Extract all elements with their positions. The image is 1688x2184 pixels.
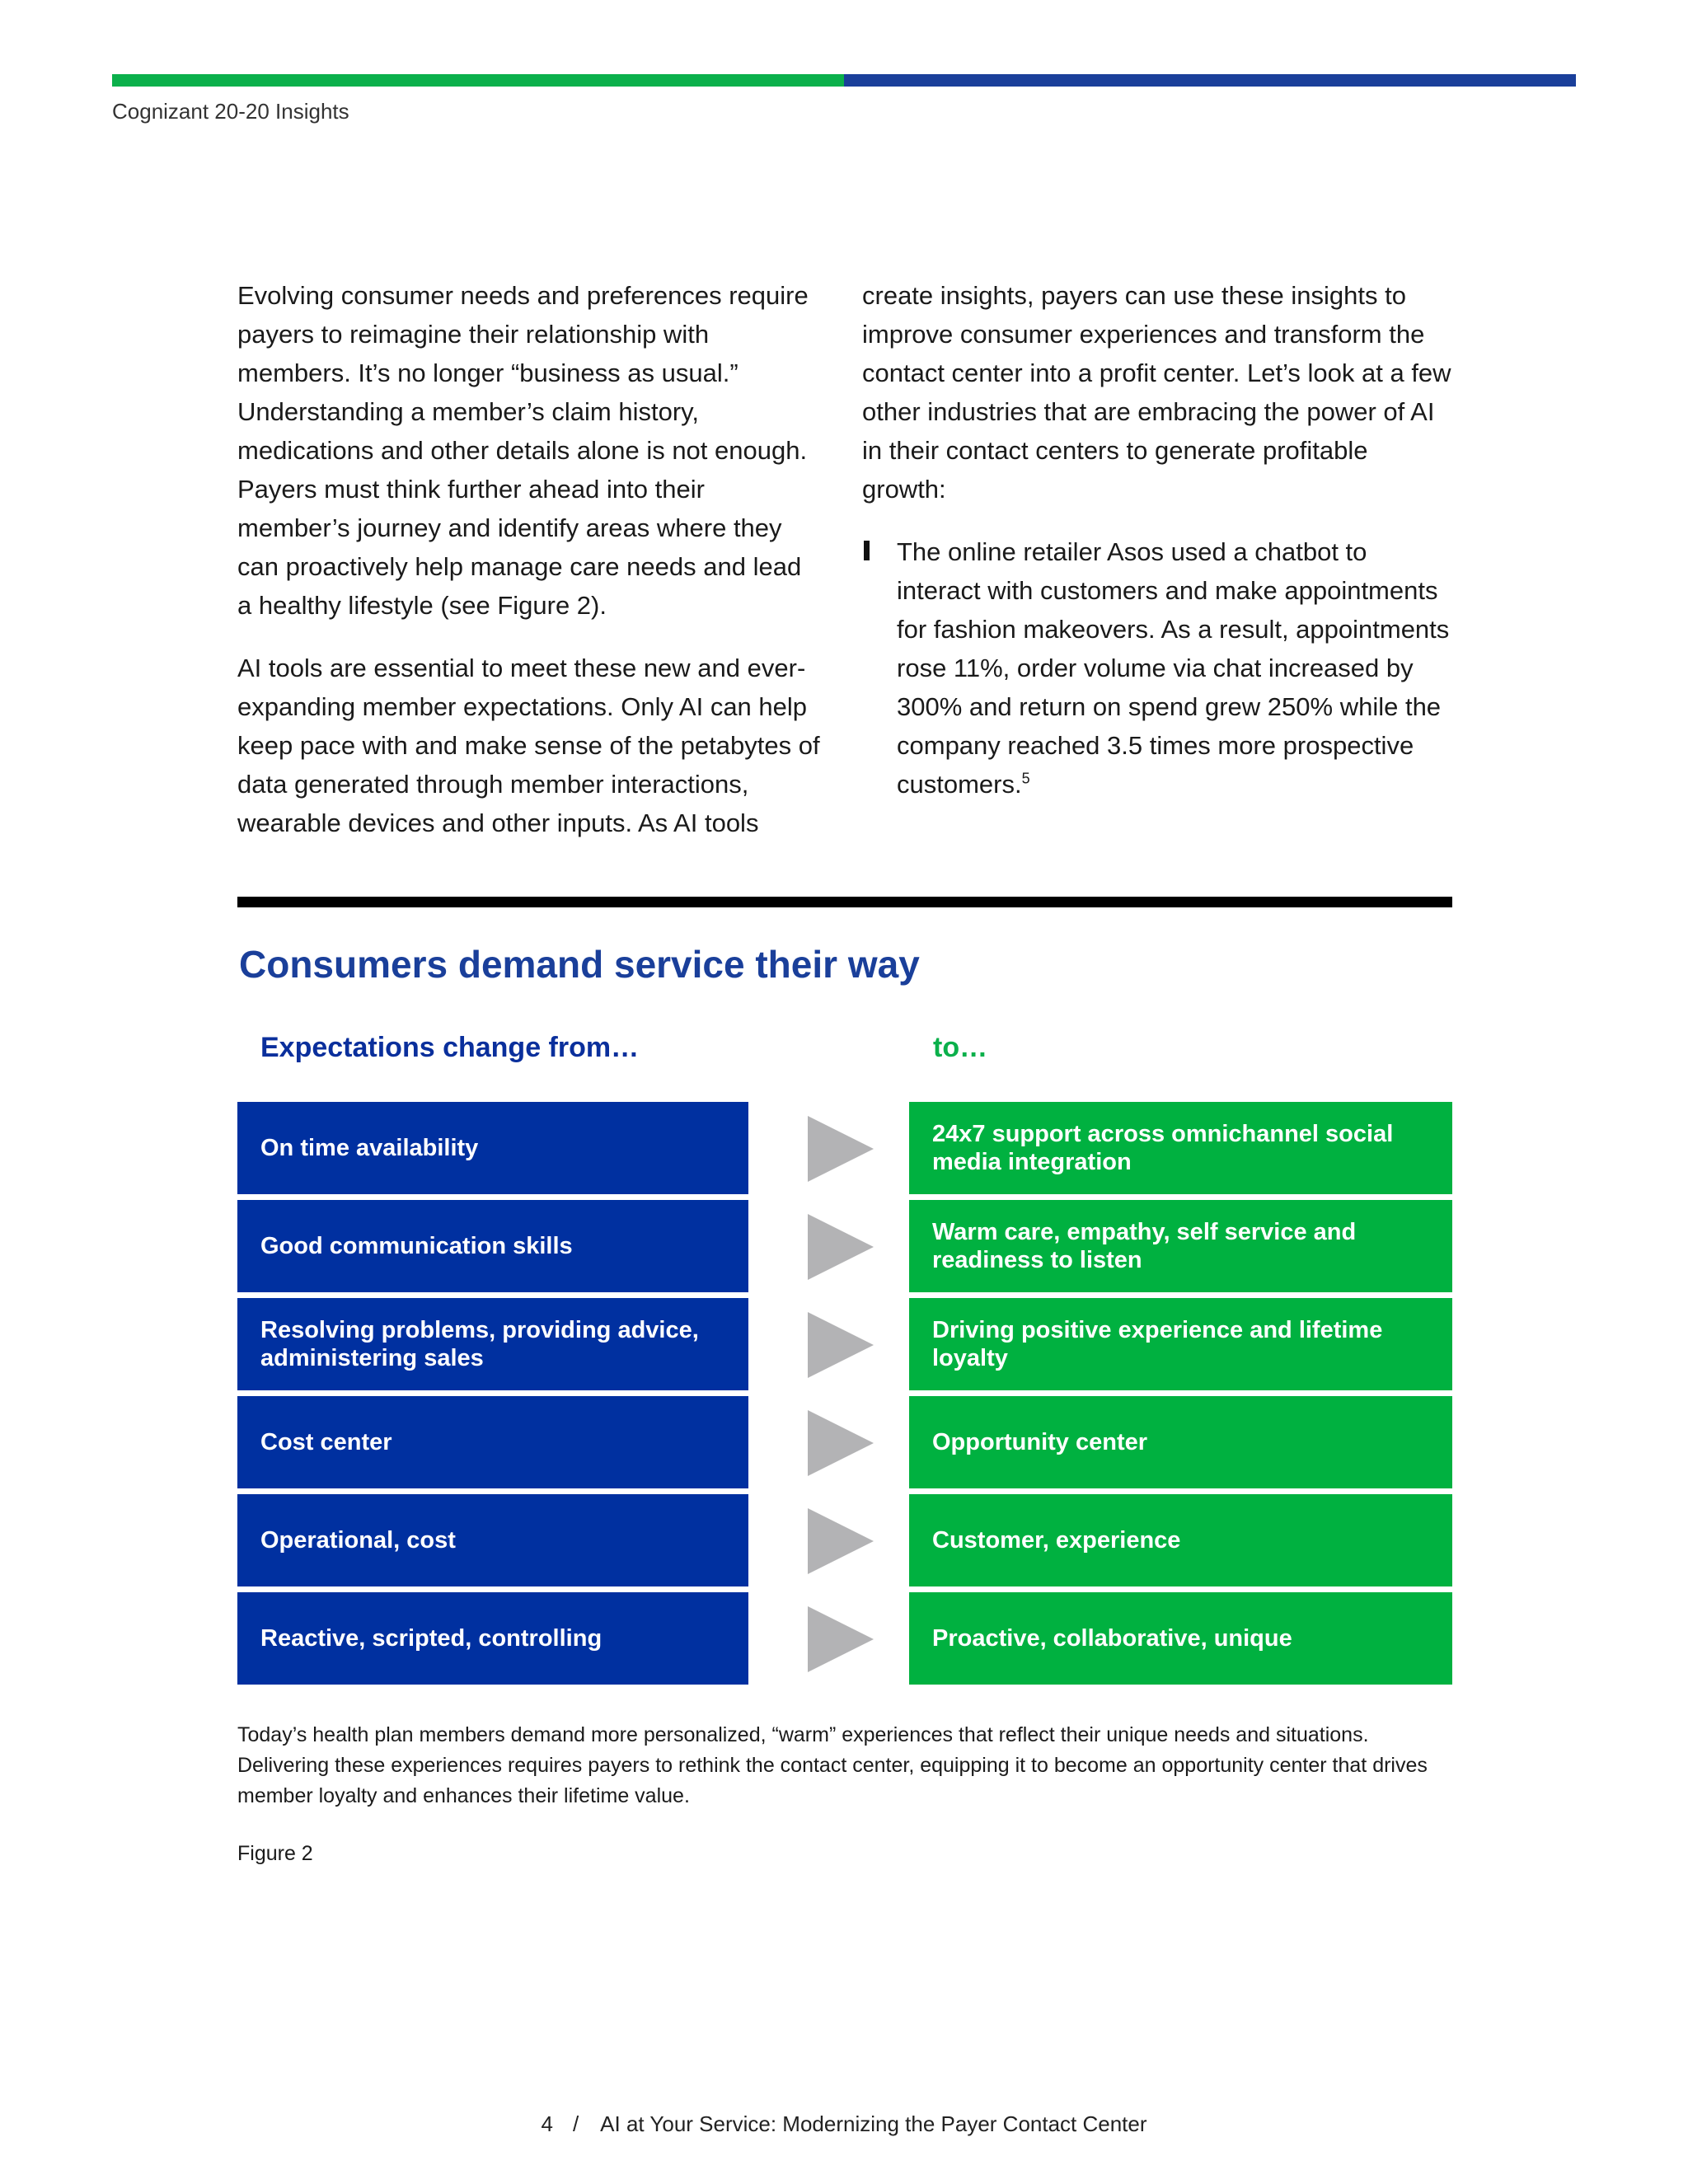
expectation-row (237, 1200, 1452, 1292)
to-cell: Proactive, collaborative, unique (909, 1592, 1452, 1685)
expectation-row (237, 1494, 1452, 1586)
top-accent-bar (112, 74, 1576, 87)
arrow-right-icon (808, 1214, 874, 1280)
page-footer (0, 2111, 1688, 2137)
top-accent-green (112, 74, 844, 87)
running-head: Cognizant 20-20 Insights (112, 99, 349, 124)
right-paragraph: create insights, payers can use these insights to improve consumer experiences and transform the contact center into a profit center. Let’s look at a few other industries that are embracing the power of AI in their contact centers to generate profitable growth: (862, 281, 1451, 504)
to-cell: Customer, experience (909, 1494, 1452, 1586)
to-cell: Opportunity center (909, 1396, 1452, 1488)
from-cell: Good communication skills (237, 1200, 748, 1292)
to-heading: to… (933, 1032, 988, 1063)
expectation-row (237, 1396, 1452, 1488)
left-paragraph-1: Evolving consumer needs and preferences require payers to reimagine their relationship with members. It’s no longer “business as usual.” Understanding a member’s claim history, medications and other details alone is not enough. Payers must think further ahead into their member’s journey and identify areas where they can proactively help manage care needs and lead a healthy lifestyle (see Figure 2). (237, 281, 809, 620)
bullet-marker (864, 541, 870, 560)
figure-divider (237, 897, 1452, 907)
expectation-row (237, 1298, 1452, 1390)
right-column (862, 276, 1456, 804)
left-paragraph-2: AI tools are essential to meet these new and ever-expanding member expectations. Only AI can help keep pace with and make sense of the petabytes of data generated through member interactions, wearable devices and other inputs. As AI tools (237, 654, 820, 837)
expectation-row (237, 1102, 1452, 1194)
footnote-ref: 5 (1021, 770, 1030, 787)
arrow-right-icon (808, 1410, 874, 1476)
expectation-row (237, 1592, 1452, 1685)
from-heading: Expectations change from… (260, 1032, 640, 1063)
bullet-text: The online retailer Asos used a chatbot to interact with customers and make appointments for fashion makeovers. As a result, appointments rose 11%, order volume via chat increased by 300% and return on spend grew 250% while the company reached 3.5 times more prospective customers. (897, 537, 1450, 799)
from-cell: Operational, cost (237, 1494, 748, 1586)
from-cell: Reactive, scripted, controlling (237, 1592, 748, 1685)
to-cell: Driving positive experience and lifetime loyalty (909, 1298, 1452, 1390)
expectations-table (237, 1102, 1452, 1690)
page-number: 4 (541, 2111, 553, 2136)
arrow-right-icon (808, 1116, 874, 1182)
bullet-item (862, 532, 1456, 804)
from-cell: Resolving problems, providing advice, administering sales (237, 1298, 748, 1390)
figure-title: Consumers demand service their way (239, 943, 920, 986)
top-accent-blue (844, 74, 1576, 87)
from-cell: On time availability (237, 1102, 748, 1194)
arrow-right-icon (808, 1508, 874, 1574)
footer-title: AI at Your Service: Modernizing the Payer Contact Center (600, 2111, 1147, 2136)
left-column (237, 276, 823, 866)
arrow-right-icon (808, 1312, 874, 1378)
figure-caption: Today’s health plan members demand more personalized, “warm” experiences that reflect their unique needs and situations. Delivering these experiences requires payers to rethink the contact center, equipping it to become an opportunity center that drives member loyalty and enhances their lifetime value. (237, 1723, 1428, 1807)
to-cell: 24x7 support across omnichannel social media integration (909, 1102, 1452, 1194)
arrow-right-icon (808, 1606, 874, 1672)
to-cell: Warm care, empathy, self service and readiness to listen (909, 1200, 1452, 1292)
figure-label: Figure 2 (237, 1842, 313, 1865)
from-cell: Cost center (237, 1396, 748, 1488)
footer-separator: / (572, 2111, 579, 2136)
